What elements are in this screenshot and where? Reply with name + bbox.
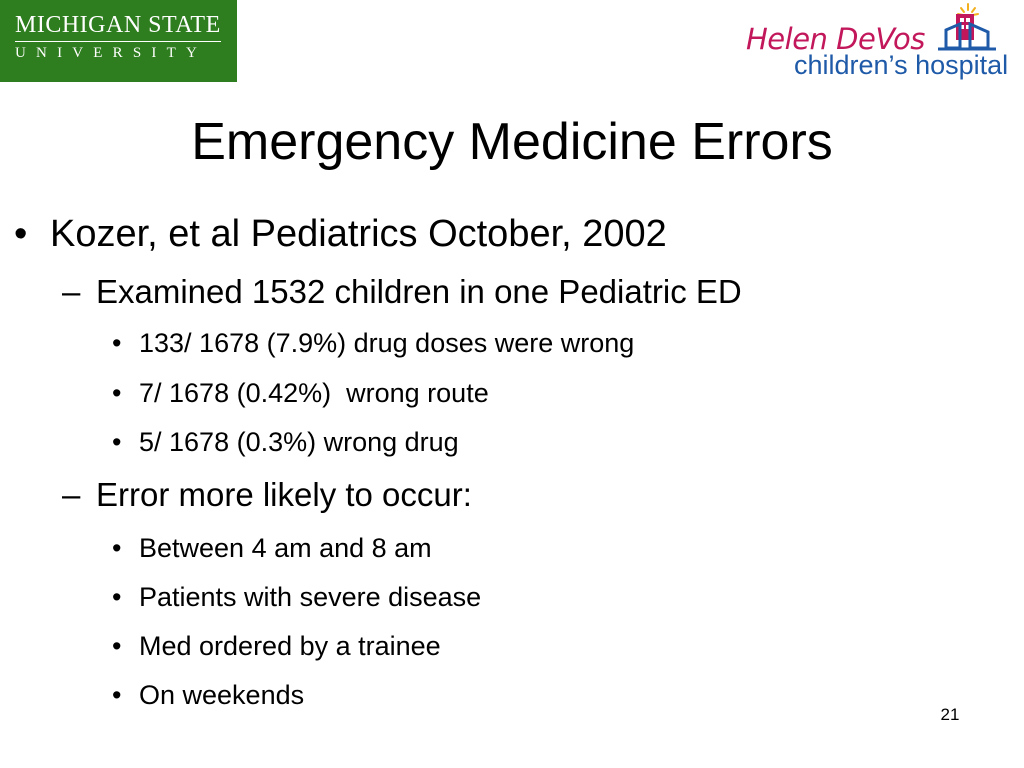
bullet-text: 7/ 1678 (0.42%) wrong route: [139, 378, 489, 408]
bullet-marker: •: [112, 582, 122, 612]
bullet-level3: [112, 327, 634, 359]
bullet-marker: •: [112, 680, 122, 710]
bullet-marker: •: [112, 378, 122, 408]
bullet-level3: [112, 581, 481, 613]
bullet-text: Between 4 am and 8 am: [139, 533, 432, 563]
bullet-text: Med ordered by a trainee: [139, 631, 441, 661]
bullet-text: On weekends: [139, 680, 305, 710]
bullet-text: 5/ 1678 (0.3%) wrong drug: [139, 427, 459, 457]
bullet-level3: [112, 377, 489, 409]
bullet-level3: [112, 426, 459, 458]
helen-devos-logo-subtitle: children’s hospital: [794, 50, 1009, 80]
msu-logo-line2: UNIVERSITY: [15, 45, 207, 61]
bullet-marker: •: [112, 427, 122, 457]
bullet-marker: •: [112, 328, 122, 358]
bullet-text: Patients with severe disease: [139, 582, 482, 612]
bullet-level3: [112, 630, 441, 662]
bullet-level1: [14, 212, 667, 256]
bullet-text: Kozer, et al Pediatrics October, 2002: [50, 213, 667, 255]
bullet-marker: •: [112, 533, 122, 563]
bullet-level2: [62, 475, 472, 515]
bullet-marker: •: [14, 213, 28, 255]
bullet-marker: –: [62, 476, 81, 513]
bullet-marker: –: [62, 273, 81, 310]
bullet-level3: [112, 679, 304, 711]
bullet-level3: [112, 532, 432, 564]
bullet-text: Examined 1532 children in one Pediatric ED: [96, 273, 742, 310]
bullet-text: 133/ 1678 (7.9%) drug doses were wrong: [139, 328, 635, 358]
msu-logo-line1: MICHIGAN STATE: [15, 12, 221, 38]
bullet-level2: [62, 272, 742, 312]
bullet-marker: •: [112, 631, 122, 661]
slide-title: Emergency Medicine Errors: [191, 113, 833, 171]
page-number: 21: [940, 705, 960, 724]
bullet-text: Error more likely to occur:: [96, 476, 472, 513]
helen-devos-logo-name: Helen DeVos: [746, 22, 925, 56]
